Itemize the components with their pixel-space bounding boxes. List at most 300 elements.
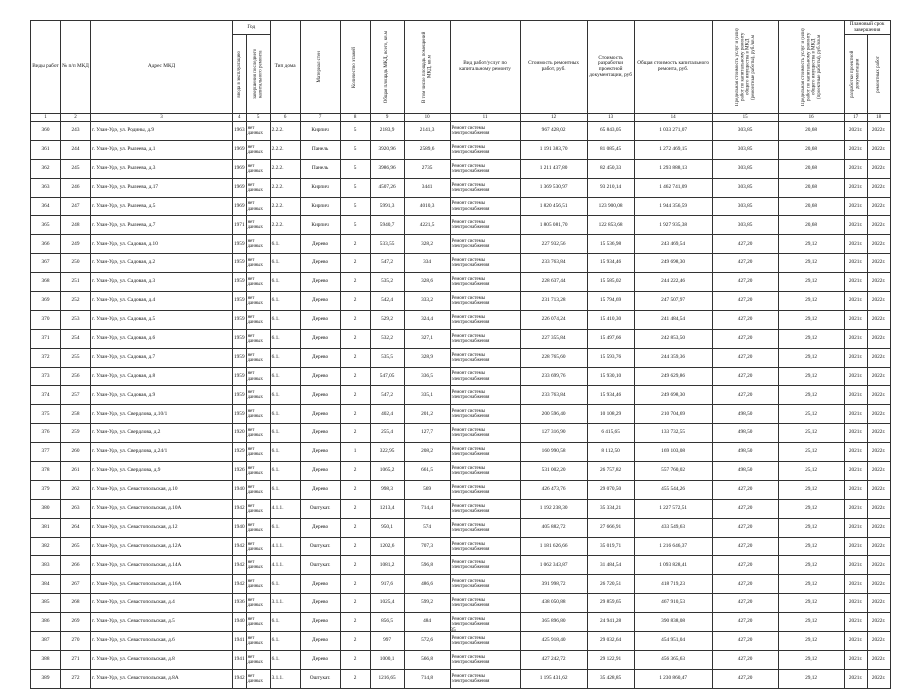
- cell-limit-repair: 427,20: [712, 632, 778, 651]
- cell-house-type: 6.1.: [270, 254, 300, 273]
- cell-rooms-area: 569: [404, 480, 450, 499]
- cell-total-area: 5991,3: [370, 197, 404, 216]
- cell-address: г. Улан-Удэ, ул. Садовая, д.10: [91, 235, 233, 254]
- cell-repair-cost: 1 192 238,30: [520, 499, 587, 518]
- cell-wall-material: Дерево: [300, 518, 340, 537]
- header-total-cost: Общая стоимость капитального ремонта, руб.: [634, 21, 712, 114]
- cell-rooms-area: 328,6: [404, 273, 450, 292]
- cell-work-kind: Ремонт системы электроснабжения: [450, 310, 520, 329]
- cell-mkd-number: 261: [61, 462, 91, 481]
- table-row: [31, 556, 891, 575]
- column-number: 6: [270, 114, 300, 122]
- cell-address: г. Улан-Удэ, ул. Свердлова, д.10/1: [91, 405, 233, 424]
- cell-term-project: 2021г.: [844, 499, 867, 518]
- cell-last-repair: нет данных: [246, 613, 270, 632]
- cell-commission-year: 1959: [233, 310, 247, 329]
- header-work-type: Виды работ: [31, 21, 61, 114]
- cell-rooms-area: 334: [404, 254, 450, 273]
- cell-wall-material: Дерево: [300, 443, 340, 462]
- cell-floors: 2: [340, 254, 370, 273]
- cell-limit-repair: 427,20: [712, 650, 778, 669]
- cell-mkd-number: 247: [61, 197, 91, 216]
- cell-term-repair: 2022г.: [867, 329, 890, 348]
- cell-address: г. Улан-Удэ, ул. Родины, д.9: [91, 122, 233, 141]
- cell-floors: 5: [340, 178, 370, 197]
- cell-limit-project: 29,12: [778, 575, 844, 594]
- cell-term-project: 2021г.: [844, 122, 867, 141]
- cell-mkd-number: 259: [61, 424, 91, 443]
- cell-term-repair: 2022г.: [867, 556, 890, 575]
- cell-project-cost: 27 666,91: [587, 518, 634, 537]
- cell-wall-material: Дерево: [300, 386, 340, 405]
- cell-address: г. Улан-Удэ, ул. Севастопольская, д.6: [91, 632, 233, 651]
- cell-work-type: 380: [31, 499, 61, 518]
- cell-term-repair: 2022г.: [867, 537, 890, 556]
- cell-address: г. Улан-Удэ, ул. Садовая, д.9: [91, 386, 233, 405]
- cell-house-type: 6.1.: [270, 329, 300, 348]
- cell-last-repair: нет данных: [246, 367, 270, 386]
- cell-floors: 2: [340, 273, 370, 292]
- cell-repair-cost: 365 896,80: [520, 613, 587, 632]
- column-number: 1: [31, 114, 61, 122]
- cell-address: г. Улан-Удэ, ул. Севастопольская, д.5: [91, 613, 233, 632]
- cell-project-cost: 15 585,02: [587, 273, 634, 292]
- cell-term-repair: 2022г.: [867, 594, 890, 613]
- cell-total-cost: 169 103,08: [634, 443, 712, 462]
- cell-limit-project: 25,12: [778, 443, 844, 462]
- cell-limit-repair: 303,85: [712, 197, 778, 216]
- header-term-repair: ремонтных работ: [867, 35, 890, 114]
- cell-term-repair: 2022г.: [867, 159, 890, 178]
- cell-term-project: 2021г.: [844, 669, 867, 688]
- cell-term-repair: 2022г.: [867, 140, 890, 159]
- header-total-area: Общая площадь МКД, всего, кв.м: [370, 21, 404, 114]
- cell-limit-repair: 427,20: [712, 329, 778, 348]
- cell-rooms-area: 599,2: [404, 594, 450, 613]
- header-project-cost: Стоимость разработки проектной документации, руб: [587, 21, 634, 114]
- cell-address: г. Улан-Удэ, ул. Садовая, д.2: [91, 254, 233, 273]
- cell-term-repair: 2022г.: [867, 575, 890, 594]
- cell-term-repair: 2022г.: [867, 462, 890, 481]
- cell-total-cost: 390 838,08: [634, 613, 712, 632]
- cell-total-area: 950,1: [370, 518, 404, 537]
- cell-mkd-number: 264: [61, 518, 91, 537]
- cell-term-project: 2021г.: [844, 537, 867, 556]
- cell-limit-repair: 427,20: [712, 348, 778, 367]
- cell-rooms-area: 574: [404, 518, 450, 537]
- cell-mkd-number: 249: [61, 235, 91, 254]
- table-row: [31, 216, 891, 235]
- cell-limit-repair: 427,20: [712, 669, 778, 688]
- cell-last-repair: нет данных: [246, 178, 270, 197]
- cell-limit-project: 29,12: [778, 669, 844, 688]
- cell-floors: 2: [340, 235, 370, 254]
- cell-mkd-number: 258: [61, 405, 91, 424]
- cell-rooms-area: 714,4: [404, 499, 450, 518]
- cell-work-kind: Ремонт системы электроснабжения: [450, 273, 520, 292]
- cell-rooms-area: 572,6: [404, 632, 450, 651]
- cell-floors: 2: [340, 499, 370, 518]
- table-row: [31, 480, 891, 499]
- cell-project-cost: 8 112,50: [587, 443, 634, 462]
- header-rooms-area: В том числе площадь помещений МКД, кв.м: [404, 21, 450, 114]
- cell-commission-year: 1942: [233, 556, 247, 575]
- cell-floors: 2: [340, 310, 370, 329]
- cell-house-type: 4.1.1.: [270, 537, 300, 556]
- cell-commission-year: 1969: [233, 178, 247, 197]
- cell-commission-year: 1936: [233, 594, 247, 613]
- cell-limit-repair: 427,20: [712, 499, 778, 518]
- column-number: 5: [246, 114, 270, 122]
- cell-repair-cost: 425 918,40: [520, 632, 587, 651]
- cell-mkd-number: 256: [61, 367, 91, 386]
- cell-limit-project: 29,12: [778, 348, 844, 367]
- cell-commission-year: 1941: [233, 632, 247, 651]
- cell-work-type: 372: [31, 348, 61, 367]
- cell-limit-repair: 303,85: [712, 122, 778, 141]
- cell-rooms-area: 201,2: [404, 405, 450, 424]
- cell-house-type: 6.1.: [270, 386, 300, 405]
- cell-term-repair: 2022г.: [867, 235, 890, 254]
- cell-total-area: 547,2: [370, 254, 404, 273]
- cell-mkd-number: 257: [61, 386, 91, 405]
- cell-total-area: 5940,7: [370, 216, 404, 235]
- cell-rooms-area: 328,9: [404, 348, 450, 367]
- cell-total-area: 1213,4: [370, 499, 404, 518]
- cell-total-cost: 1 093 828,41: [634, 556, 712, 575]
- cell-work-type: 381: [31, 518, 61, 537]
- table-row: [31, 594, 891, 613]
- cell-term-project: 2021г.: [844, 197, 867, 216]
- cell-repair-cost: 1 369 530,97: [520, 178, 587, 197]
- cell-last-repair: нет данных: [246, 594, 270, 613]
- cell-term-project: 2021г.: [844, 310, 867, 329]
- cell-work-type: 386: [31, 613, 61, 632]
- cell-limit-repair: 427,20: [712, 575, 778, 594]
- cell-repair-cost: 1 211 437,80: [520, 159, 587, 178]
- cell-rooms-area: 324,4: [404, 310, 450, 329]
- cell-project-cost: 15 593,76: [587, 348, 634, 367]
- cell-project-cost: 15 934,46: [587, 386, 634, 405]
- cell-wall-material: Дерево: [300, 575, 340, 594]
- cell-address: г. Улан-Удэ, ул. Садовая, д.3: [91, 273, 233, 292]
- table-body: [31, 122, 891, 689]
- cell-work-kind: Ремонт системы электроснабжения: [450, 254, 520, 273]
- cell-term-project: 2021г.: [844, 443, 867, 462]
- cell-project-cost: 122 853,68: [587, 216, 634, 235]
- cell-floors: 2: [340, 405, 370, 424]
- cell-wall-material: Дерево: [300, 348, 340, 367]
- cell-house-type: 6.1.: [270, 367, 300, 386]
- cell-floors: 2: [340, 556, 370, 575]
- cell-repair-cost: 160 990,58: [520, 443, 587, 462]
- cell-project-cost: 15 536,98: [587, 235, 634, 254]
- cell-house-type: 2.2.2.: [270, 159, 300, 178]
- cell-limit-repair: 427,20: [712, 310, 778, 329]
- cell-last-repair: нет данных: [246, 197, 270, 216]
- cell-repair-cost: 233 763,84: [520, 254, 587, 273]
- cell-work-type: 368: [31, 273, 61, 292]
- cell-term-project: 2021г.: [844, 159, 867, 178]
- cell-limit-repair: 427,20: [712, 480, 778, 499]
- cell-mkd-number: 260: [61, 443, 91, 462]
- cell-total-cost: 1 033 271,07: [634, 122, 712, 141]
- cell-rooms-area: 484: [404, 613, 450, 632]
- cell-term-repair: 2022г.: [867, 178, 890, 197]
- column-number: 2: [61, 114, 91, 122]
- cell-work-type: 382: [31, 537, 61, 556]
- cell-total-cost: 1 230 860,47: [634, 669, 712, 688]
- cell-work-kind: Ремонт системы электроснабжения: [450, 159, 520, 178]
- cell-limit-project: 29,12: [778, 594, 844, 613]
- cell-rooms-area: 707,3: [404, 537, 450, 556]
- cell-limit-repair: 303,85: [712, 159, 778, 178]
- table-row: [31, 537, 891, 556]
- cell-commission-year: 1959: [233, 235, 247, 254]
- cell-floors: 2: [340, 329, 370, 348]
- cell-work-kind: Ремонт системы электроснабжения: [450, 537, 520, 556]
- cell-commission-year: 1959: [233, 367, 247, 386]
- table-row: [31, 197, 891, 216]
- cell-floors: 2: [340, 594, 370, 613]
- cell-term-repair: 2022г.: [867, 254, 890, 273]
- cell-work-type: 379: [31, 480, 61, 499]
- cell-limit-project: 20,68: [778, 178, 844, 197]
- cell-address: г. Улан-Удэ, ул. Севастопольская, д.10А: [91, 499, 233, 518]
- cell-limit-project: 25,12: [778, 405, 844, 424]
- cell-work-kind: Ремонт системы электроснабжения: [450, 669, 520, 688]
- cell-work-type: 361: [31, 140, 61, 159]
- cell-wall-material: Дерево: [300, 480, 340, 499]
- cell-total-area: 1000,1: [370, 650, 404, 669]
- cell-house-type: 6.1.: [270, 613, 300, 632]
- cell-address: г. Улан-Удэ, ул. Севастопольская, д.4: [91, 594, 233, 613]
- header-work-kind: Вид работ/услуг по капитальному ремонту: [450, 21, 520, 114]
- cell-repair-cost: 227 932,56: [520, 235, 587, 254]
- cell-wall-material: Дерево: [300, 613, 340, 632]
- cell-term-repair: 2022г.: [867, 197, 890, 216]
- cell-work-kind: Ремонт системы электроснабжения: [450, 367, 520, 386]
- cell-last-repair: нет данных: [246, 632, 270, 651]
- cell-limit-project: 25,12: [778, 462, 844, 481]
- cell-term-repair: 2022г.: [867, 669, 890, 688]
- cell-floors: 5: [340, 140, 370, 159]
- cell-mkd-number: 271: [61, 650, 91, 669]
- column-number: 11: [450, 114, 520, 122]
- table-row: [31, 254, 891, 273]
- cell-wall-material: Кирпич: [300, 197, 340, 216]
- column-number: 10: [404, 114, 450, 122]
- cell-term-project: 2021г.: [844, 386, 867, 405]
- cell-total-cost: 1 227 572,51: [634, 499, 712, 518]
- cell-mkd-number: 270: [61, 632, 91, 651]
- cell-work-kind: Ремонт системы электроснабжения: [450, 235, 520, 254]
- cell-house-type: 6.1.: [270, 518, 300, 537]
- cell-last-repair: нет данных: [246, 122, 270, 141]
- table-row: [31, 386, 891, 405]
- cell-mkd-number: 246: [61, 178, 91, 197]
- cell-work-type: 375: [31, 405, 61, 424]
- cell-repair-cost: 233 763,84: [520, 386, 587, 405]
- cell-repair-cost: 427 242,72: [520, 650, 587, 669]
- cell-rooms-area: 4221,5: [404, 216, 450, 235]
- header-commission-year: ввода в эксплуатацию: [233, 35, 247, 114]
- cell-total-area: 1065,2: [370, 462, 404, 481]
- cell-mkd-number: 250: [61, 254, 91, 273]
- cell-house-type: 6.1.: [270, 632, 300, 651]
- cell-total-area: 532,2: [370, 329, 404, 348]
- cell-limit-project: 29,12: [778, 254, 844, 273]
- cell-wall-material: Дерево: [300, 594, 340, 613]
- cell-mkd-number: 244: [61, 140, 91, 159]
- header-floors: Количество этажей: [340, 21, 370, 114]
- cell-work-type: 384: [31, 575, 61, 594]
- header-year-group: Год: [233, 21, 271, 35]
- cell-mkd-number: 266: [61, 556, 91, 575]
- cell-address: г. Улан-Удэ, ул. Рылеева, д.3: [91, 159, 233, 178]
- cell-address: г. Улан-Удэ, ул. Рылеева, д.7: [91, 216, 233, 235]
- cell-work-kind: Ремонт системы электроснабжения: [450, 480, 520, 499]
- cell-total-cost: 249 698,30: [634, 386, 712, 405]
- cell-work-type: 378: [31, 462, 61, 481]
- cell-limit-project: 29,12: [778, 367, 844, 386]
- cell-total-cost: 1 216 646,37: [634, 537, 712, 556]
- cell-wall-material: Кирпич: [300, 122, 340, 141]
- cell-project-cost: 35 019,71: [587, 537, 634, 556]
- cell-rooms-area: 4010,3: [404, 197, 450, 216]
- cell-work-kind: Ремонт системы электроснабжения: [450, 386, 520, 405]
- cell-project-cost: 26 757,82: [587, 462, 634, 481]
- cell-term-repair: 2022г.: [867, 443, 890, 462]
- cell-address: г. Улан-Удэ, ул. Севастопольская, д.12А: [91, 537, 233, 556]
- cell-last-repair: нет данных: [246, 273, 270, 292]
- table-row: [31, 310, 891, 329]
- cell-work-type: 371: [31, 329, 61, 348]
- cell-term-repair: 2022г.: [867, 632, 890, 651]
- cell-project-cost: 15 934,46: [587, 254, 634, 273]
- cell-commission-year: 1929: [233, 443, 247, 462]
- cell-address: г. Улан-Удэ, ул. Севастопольская, д.12: [91, 518, 233, 537]
- cell-house-type: 6.1.: [270, 348, 300, 367]
- cell-work-kind: Ремонт системы электроснабжения: [450, 329, 520, 348]
- cell-repair-cost: 426 473,76: [520, 480, 587, 499]
- cell-commission-year: 1942: [233, 537, 247, 556]
- cell-limit-repair: 498,50: [712, 443, 778, 462]
- cell-house-type: 2.2.2.: [270, 197, 300, 216]
- cell-last-repair: нет данных: [246, 556, 270, 575]
- cell-commission-year: 1940: [233, 613, 247, 632]
- cell-last-repair: нет данных: [246, 216, 270, 235]
- cell-commission-year: 1959: [233, 405, 247, 424]
- cell-house-type: 4.1.1.: [270, 499, 300, 518]
- cell-commission-year: 1926: [233, 462, 247, 481]
- cell-commission-year: 1959: [233, 254, 247, 273]
- cell-total-area: 322,95: [370, 443, 404, 462]
- cell-total-cost: 1 293 888,13: [634, 159, 712, 178]
- cell-total-cost: 467 910,53: [634, 594, 712, 613]
- cell-total-area: 917,6: [370, 575, 404, 594]
- cell-term-repair: 2022г.: [867, 405, 890, 424]
- cell-total-cost: 557 760,02: [634, 462, 712, 481]
- cell-term-repair: 2022г.: [867, 292, 890, 311]
- cell-limit-repair: 427,20: [712, 386, 778, 405]
- cell-work-kind: Ремонт системы электроснабжения: [450, 178, 520, 197]
- cell-rooms-area: 486,6: [404, 575, 450, 594]
- cell-work-kind: Ремонт системы электроснабжения: [450, 462, 520, 481]
- cell-limit-repair: 427,20: [712, 518, 778, 537]
- cell-work-kind: Ремонт системы электроснабжения: [450, 575, 520, 594]
- table-row: [31, 462, 891, 481]
- cell-last-repair: нет данных: [246, 443, 270, 462]
- cell-address: г. Улан-Удэ, ул. Свердлова, д.24/1: [91, 443, 233, 462]
- cell-house-type: 3.1.1.: [270, 594, 300, 613]
- cell-address: г. Улан-Удэ, ул. Садовая, д.8: [91, 367, 233, 386]
- cell-term-repair: 2022г.: [867, 650, 890, 669]
- cell-project-cost: 26 720,51: [587, 575, 634, 594]
- cell-term-project: 2021г.: [844, 650, 867, 669]
- table-row: [31, 405, 891, 424]
- cell-mkd-number: 251: [61, 273, 91, 292]
- cell-house-type: 2.2.2.: [270, 122, 300, 141]
- cell-term-project: 2021г.: [844, 405, 867, 424]
- cell-repair-cost: 967 428,02: [520, 122, 587, 141]
- cell-project-cost: 29 859,65: [587, 594, 634, 613]
- cell-last-repair: нет данных: [246, 462, 270, 481]
- cell-last-repair: нет данных: [246, 575, 270, 594]
- cell-limit-repair: 303,85: [712, 178, 778, 197]
- cell-total-cost: 243 469,54: [634, 235, 712, 254]
- cell-commission-year: 1969: [233, 159, 247, 178]
- cell-work-type: 389: [31, 669, 61, 688]
- cell-project-cost: 65 843,05: [587, 122, 634, 141]
- cell-last-repair: нет данных: [246, 499, 270, 518]
- column-number: 7: [300, 114, 340, 122]
- cell-limit-repair: 427,20: [712, 594, 778, 613]
- cell-limit-repair: 427,20: [712, 613, 778, 632]
- cell-work-type: 383: [31, 556, 61, 575]
- cell-work-type: 360: [31, 122, 61, 141]
- cell-commission-year: 1940: [233, 518, 247, 537]
- cell-last-repair: нет данных: [246, 405, 270, 424]
- cell-rooms-area: 327,1: [404, 329, 450, 348]
- cell-work-type: 376: [31, 424, 61, 443]
- cell-repair-cost: 1 805 081,70: [520, 216, 587, 235]
- cell-floors: 2: [340, 424, 370, 443]
- cell-work-kind: Ремонт системы электроснабжения: [450, 348, 520, 367]
- cell-limit-project: 29,12: [778, 329, 844, 348]
- column-number: 9: [370, 114, 404, 122]
- cell-term-project: 2021г.: [844, 594, 867, 613]
- table-row: [31, 518, 891, 537]
- cell-wall-material: Дерево: [300, 310, 340, 329]
- cell-house-type: 6.1.: [270, 273, 300, 292]
- cell-work-kind: Ремонт системы электроснабжения: [450, 518, 520, 537]
- table-row: [31, 329, 891, 348]
- cell-floors: 2: [340, 386, 370, 405]
- cell-address: г. Улан-Удэ, ул. Севастопольская, д.16А: [91, 575, 233, 594]
- cell-floors: 2: [340, 292, 370, 311]
- cell-total-cost: 456 365,63: [634, 650, 712, 669]
- cell-wall-material: Дерево: [300, 273, 340, 292]
- cell-house-type: 6.1.: [270, 480, 300, 499]
- cell-total-cost: 1 272 469,15: [634, 140, 712, 159]
- cell-total-cost: 133 732,55: [634, 424, 712, 443]
- cell-commission-year: 1959: [233, 329, 247, 348]
- cell-limit-repair: 427,20: [712, 537, 778, 556]
- column-number: 12: [520, 114, 587, 122]
- cell-total-cost: 244 222,46: [634, 273, 712, 292]
- cell-term-repair: 2022г.: [867, 348, 890, 367]
